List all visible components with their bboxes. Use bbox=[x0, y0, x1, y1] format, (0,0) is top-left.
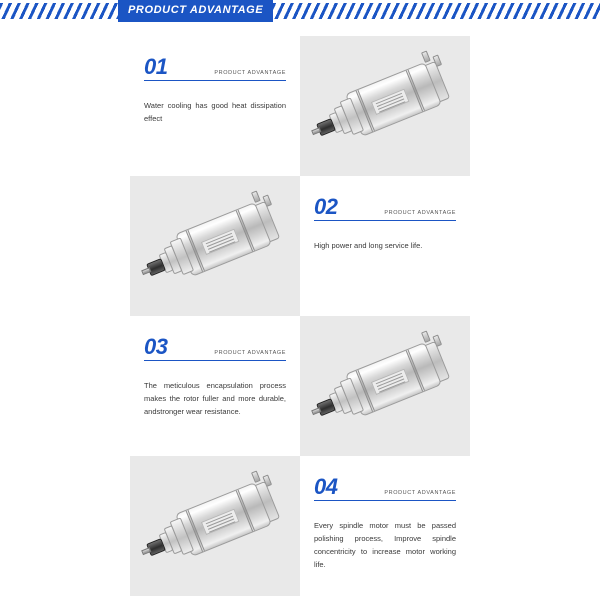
advantage-text-cell bbox=[300, 456, 470, 596]
advantage-text-cell bbox=[300, 176, 470, 316]
spindle-motor-photo bbox=[130, 176, 300, 316]
motor-label-sticker bbox=[201, 229, 240, 255]
advantage-text-cell bbox=[130, 316, 300, 456]
advantage-heading bbox=[144, 56, 286, 81]
advantage-text-block bbox=[130, 36, 300, 176]
advantage-subtitle: PRODUCT ADVANTAGE bbox=[384, 490, 456, 496]
header-right-stripes bbox=[273, 3, 600, 19]
advantage-text-cell bbox=[130, 36, 300, 176]
advantage-description: Every spindle motor must be passed polishing process, Improve spindle concentricity to increase motor working life. bbox=[314, 521, 456, 570]
motor-ring bbox=[406, 350, 425, 392]
advantage-heading bbox=[314, 476, 456, 501]
water-nozzle-icon bbox=[421, 50, 431, 62]
water-nozzle-icon bbox=[251, 190, 261, 202]
motor-label-sticker bbox=[201, 509, 240, 535]
advantage-text-block bbox=[300, 176, 470, 316]
motor-label-sticker bbox=[371, 369, 410, 395]
diagonal-stripes-icon bbox=[273, 3, 600, 19]
advantage-subtitle: PRODUCT ADVANTAGE bbox=[214, 70, 286, 76]
motor-ring bbox=[236, 210, 255, 252]
advantage-description: The meticulous encapsulation process makes the rotor fuller and more durable, andstronger wear resistance. bbox=[144, 381, 286, 417]
advantage-image-cell bbox=[130, 456, 300, 596]
motor-label-sticker bbox=[371, 89, 410, 115]
advantage-image-cell bbox=[130, 176, 300, 316]
spindle-motor-illustration bbox=[135, 462, 296, 588]
advantage-subtitle: PRODUCT ADVANTAGE bbox=[214, 350, 286, 356]
advantage-row bbox=[130, 176, 470, 316]
motor-ring bbox=[236, 490, 255, 532]
motor-ring bbox=[406, 70, 425, 112]
header-left-stripes bbox=[0, 3, 118, 19]
water-nozzle-icon bbox=[421, 330, 431, 342]
advantage-number: 03 bbox=[144, 334, 168, 359]
advantage-row bbox=[130, 316, 470, 456]
advantage-row bbox=[130, 456, 470, 596]
spindle-motor-photo bbox=[300, 36, 470, 176]
spindle-motor-illustration bbox=[305, 42, 466, 168]
advantage-number: 02 bbox=[314, 194, 338, 219]
water-nozzle-icon bbox=[251, 470, 261, 482]
page-title: PRODUCT ADVANTAGE bbox=[118, 0, 273, 22]
advantage-image-cell bbox=[300, 36, 470, 176]
advantage-description: Water cooling has good heat dissipation effect bbox=[144, 101, 286, 124]
page-header bbox=[0, 0, 600, 22]
diagonal-stripes-icon bbox=[0, 3, 118, 19]
advantage-description: High power and long service life. bbox=[314, 241, 423, 250]
advantage-row bbox=[130, 36, 470, 176]
spindle-motor-photo bbox=[300, 316, 470, 456]
advantage-heading bbox=[144, 336, 286, 361]
spindle-motor-photo bbox=[130, 456, 300, 596]
spindle-motor-illustration bbox=[305, 322, 466, 448]
spindle-motor-illustration bbox=[135, 182, 296, 308]
advantage-text-block bbox=[130, 316, 300, 456]
advantage-text-block bbox=[300, 456, 470, 596]
advantage-number: 04 bbox=[314, 474, 338, 499]
advantage-image-cell bbox=[300, 316, 470, 456]
advantage-number: 01 bbox=[144, 54, 168, 79]
advantage-heading bbox=[314, 196, 456, 221]
advantage-subtitle: PRODUCT ADVANTAGE bbox=[384, 210, 456, 216]
